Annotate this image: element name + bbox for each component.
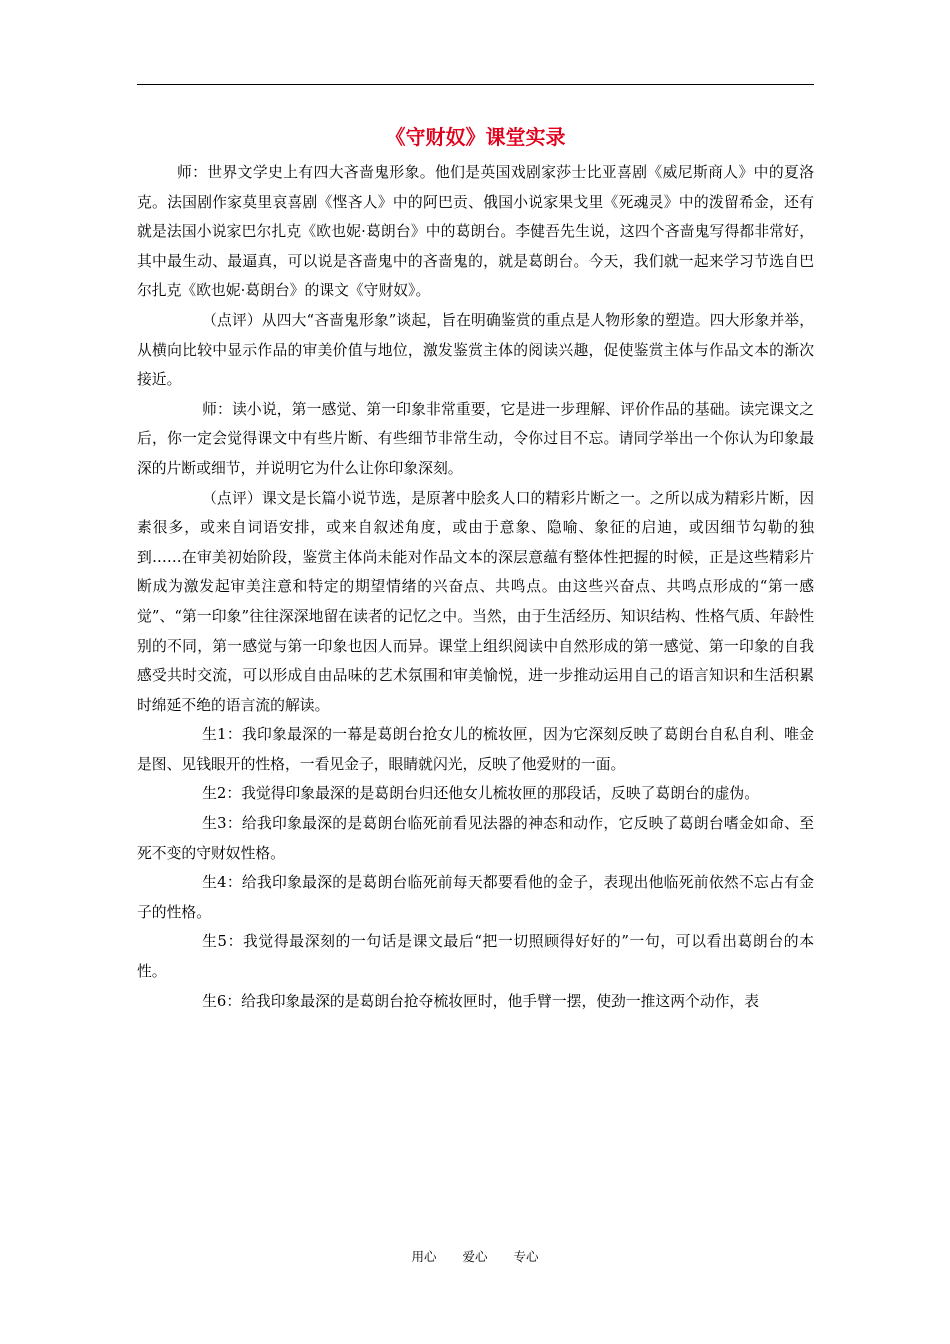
paragraph-comment-1: （点评）从四大“吝啬鬼形象”谈起，旨在明确鉴赏的重点是人物形象的塑造。四大形象并举，从横向比较中显示作品的审美价值与地位，激发鉴赏主体的阅读兴趣，促使鉴赏主体与作品文本的渐次接近。 [137,311,814,389]
document-body [137,158,814,1016]
document-title: 《守财奴》课堂实录 [385,125,566,149]
paragraph-student-2: 生2：我觉得印象最深的是葛朗台归还他女儿梳妆匣的那段话，反映了葛朗台的虚伪。 [202,785,760,803]
paragraph-student-4: 生4：给我印象最深的是葛朗台临死前每天都要看他的金子，表现出他临死前依然不忘占有金子的性格。 [137,874,814,921]
page-footer: 用心 爱心 专心 [411,1249,539,1264]
paragraph-teacher-intro: 师：世界文学史上有四大吝啬鬼形象。他们是英国戏剧家莎士比亚喜剧《威尼斯商人》中的夏洛克。法国剧作家莫里哀喜剧《悭吝人》中的阿巴贡、俄国小说家果戈里《死魂灵》中的泼留希金，还有就是法国小说家巴尔扎克《欧也妮·葛朗台》中的葛朗台。李健吾先生说，这四个吝啬鬼写得都非常好，其中最生动、最逼真，可以说是吝啬鬼中的吝啬鬼的，就是葛朗台。今天，我们就一起来学习节选自巴尔扎克《欧也妮·葛朗台》的课文《守财奴》。 [137,164,814,300]
paragraph-teacher-question: 师：读小说，第一感觉、第一印象非常重要，它是进一步理解、评价作品的基础。读完课文之后，你一定会觉得课文中有些片断、有些细节非常生动，令你过目不忘。请同学举出一个你认为印象最深的片断或细节，并说明它为什么让你印象深刻。 [137,400,814,477]
paragraph-student-3: 生3：给我印象最深的是葛朗台临死前看见法器的神态和动作，它反映了葛朗台嗜金如命、至死不变的守财奴性格。 [137,815,814,862]
paragraph-student-6: 生6：给我印象最深的是葛朗台抢夺梳妆匣时，他手臂一摆，使劲一推这两个动作，表 [202,992,760,1010]
paragraph-student-5: 生5：我觉得最深刻的一句话是课文最后“把一切照顾得好好的”一句，可以看出葛朗台的本性。 [137,933,814,981]
paragraph-student-1: 生1：我印象最深的一幕是葛朗台抢女儿的梳妆匣，因为它深刻反映了葛朗台自私自利、唯金是图、见钱眼开的性格，一看见金子，眼睛就闪光，反映了他爱财的一面。 [137,726,814,773]
header-rule [137,84,814,85]
paragraph-comment-2: （点评）课文是长篇小说节选，是原著中脍炙人口的精彩片断之一。之所以成为精彩片断，因素很多，或来自词语安排，或来自叙述角度，或由于意象、隐喻、象征的启迪，或因细节勾勒的独到……在审美初始阶段，鉴赏主体尚未能对作品文本的深层意蕴有整体性把握的时候，正是这些精彩片断成为激发起审美注意和特定的期望情绪的兴奋点、共鸣点。由这些兴奋点、共鸣点形成的“第一感觉”、“第一印象”往往深深地留在读者的记忆之中。当然，由于生活经历、知识结构、性格气质、年龄性别的不同，第一感觉与第一印象也因人而异。课堂上组织阅读中自然形成的第一感觉、第一印象的自我感受共时交流，可以形成自由品味的艺术氛围和审美愉悦，进一步推动运用自己的语言知识和生活积累时绵延不绝的语言流的解读。 [137,489,814,714]
